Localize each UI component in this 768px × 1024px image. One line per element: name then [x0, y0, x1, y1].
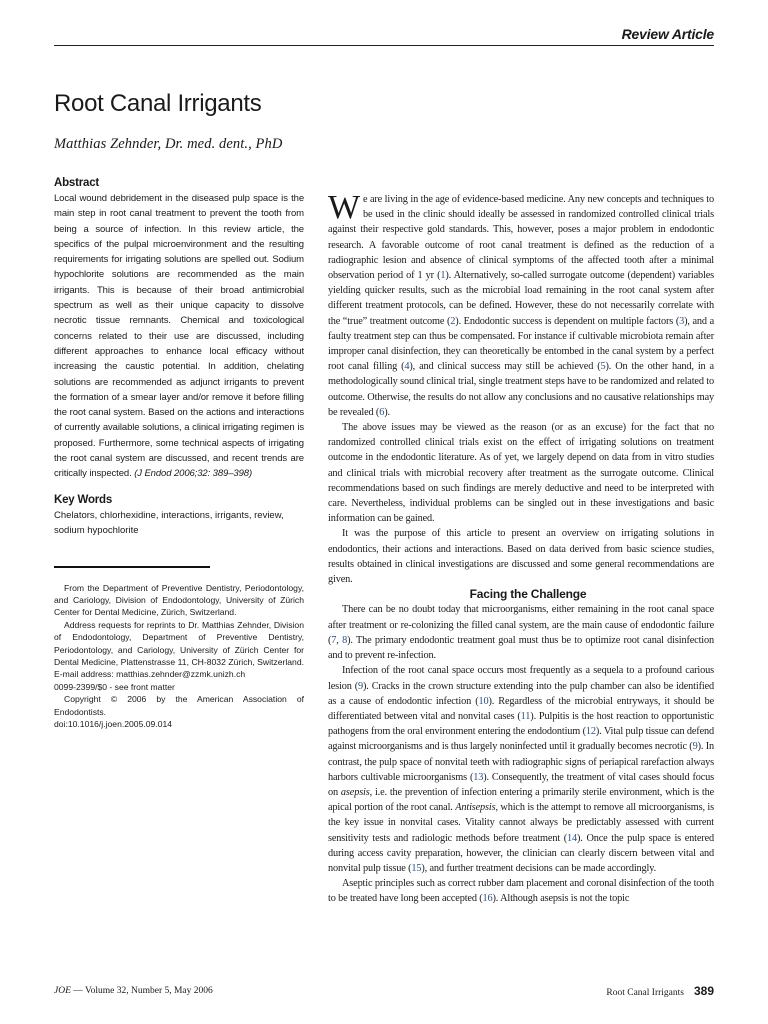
footer-journal-info — [54, 986, 213, 996]
reference-link[interactable]: 1 — [440, 270, 446, 282]
keywords-text: Chelators, chlorhexidine, interactions, irrigants, review, sodium hypochlorite — [54, 509, 284, 536]
text-run: ). Alternatively, so-called surrogate outcome (dependent) variables yielding quicker results, such as the microbial load remaining in the root canal system after different treatment protocols, can be defined. However, these do not necessarily correlate with the “true” treatment outcome ( — [328, 270, 714, 327]
text-run: ). Consequently, the treatment of vital cases should focus on — [328, 771, 714, 798]
paragraph-4 — [328, 602, 714, 663]
affiliation-address: Address requests for reprints to Dr. Matthias Zehnder, Division of Endodontology, Department of Preventive Dentistry, Periodontology, and Cariology, University of Zürich Center for Dental Medicine, Plattenstrasse 11, CH-8032 Zürich, Switzerland. E-mail address: matthias.zehnder@zzmk.unizh.ch — [54, 619, 304, 680]
text-run: , which is the attempt to remove all microorganisms, is the key issue in nonvital cases. Vitality cannot always be predictably assessed with current sensitivity tests and radiologic methods before treatment ( — [328, 802, 714, 844]
text-run: ). Vital pulp tissue can defend against microorganisms and is thus largely noninfected until it gradually becomes necrotic ( — [328, 726, 715, 753]
reference-link[interactable]: 5 — [600, 361, 606, 373]
paragraph-6 — [328, 876, 714, 906]
text-run: ), and clinical success may still be achieved ( — [409, 361, 601, 373]
text-run: Aseptic principles such as correct rubber dam placement and coronal disinfection of the tooth to be treated have long been accepted ( — [328, 878, 714, 905]
paragraph-3: It was the purpose of this article to present an overview on irrigating solutions in endodontics, their actions and interactions. Based on data derived from basic science studies, results obtained in clinical investigations are discussed and some general recommendations are given. — [328, 528, 714, 586]
reference-link[interactable]: 7 — [331, 634, 337, 646]
footer-page-info — [606, 984, 714, 998]
reference-link[interactable]: 13 — [473, 771, 484, 783]
left-column — [54, 177, 304, 731]
text-run: e are living in the age of evidence-based medicine. Any new concepts and techniques to be used in the clinic should ideally be assessed in randomized controlled clinical trials against their respective gold standards. This, however, poses a major problem in endodontic research. A favorable outcome of root canal treatment is defined as the reduction of a radiographic lesion and absence of clinical symptoms of the affected tooth after a minimal observation period of 1 yr ( — [328, 194, 714, 282]
drop-cap: W — [328, 189, 360, 226]
article-title: Root Canal Irrigants — [54, 90, 262, 117]
text-run: , — [336, 634, 343, 646]
affiliation-block — [54, 582, 304, 731]
reference-link[interactable]: 3 — [679, 315, 685, 327]
footer-journal: JOE — [54, 986, 71, 996]
text-run: ). Cracks in the crown structure extending into the pulp chamber can also be identified as a cause of endodontic infection ( — [328, 680, 715, 707]
text-run: ). — [384, 406, 390, 418]
text-run: ). Regardless of the microbial entryways, it should be differentiated between vital and nonvital cases ( — [328, 695, 714, 722]
text-run: ). Once the pulp space is entered during access cavity preparation, however, the clinician can clearly discern between vital and nonvital pulp tissue ( — [328, 832, 714, 874]
reference-link[interactable]: 9 — [692, 741, 698, 753]
text-run: ). Although asepsis is not the topic — [492, 893, 630, 905]
affiliation-issn: 0099-2399/$0 - see front matter — [54, 681, 175, 692]
emphasized-term: asepsis — [340, 786, 370, 798]
reference-link[interactable]: 15 — [411, 862, 422, 874]
reference-link[interactable]: 11 — [520, 710, 531, 722]
affiliation-copyright: Copyright © 2006 by the American Association of Endodontists. — [54, 694, 304, 717]
text-run: ). Pulpitis is the host reaction to opportunistic pathogens from the oral environment entering the endodontium ( — [328, 710, 714, 738]
abstract-text — [54, 191, 304, 482]
text-run: ), and a faulty treatment step can thus be compensated. For instance if cultivable microbiota remain after improper canal disinfection, they can theoretically be entombed in the canal system by a perfect root canal filling ( — [328, 315, 715, 373]
header-rule — [54, 45, 714, 46]
paragraph-5 — [328, 663, 714, 876]
reference-link[interactable]: 2 — [450, 315, 456, 327]
keywords-heading: Key Words — [54, 493, 113, 506]
intro-paragraph — [328, 189, 715, 420]
abstract-body: Local wound debridement in the diseased pulp space is the main step in root canal treatment to prevent the tooth from being a source of infection. In this review article, the specifics of the pulpal microenvironment and the resulting requirements for irrigating solutions are spelled out. Sodium hypochlorite solutions are recommended as the main irrigants. This is because of their broad antimicrobial spectrum as well as their unique capacity to dissolve necrotic tissue remnants. Chemical and toxicological concerns related to their use are discussed, including different approaches to enhance local efficacy without increasing the caustic potential. In addition, chelating solutions are recommended as adjunct irrigants to prevent the formation of a smear layer and/or remove it before filling the root canal system. Based on the actions and interactions of currently available solutions, a clinical irrigating regimen is proposed. Furthermore, some technical aspects of irrigating the root canal system are discussed, and recent trends are critically inspected. — [54, 193, 304, 480]
reference-link[interactable]: 14 — [567, 832, 578, 844]
reference-link[interactable]: 4 — [404, 361, 410, 373]
author-line: Matthias Zehnder, Dr. med. dent., PhD — [54, 136, 283, 152]
emphasized-term: Antisepsis — [455, 802, 496, 814]
text-run: ). Endodontic success is dependent on multiple factors ( — [455, 315, 680, 327]
section-heading-facing-the-challenge: Facing the Challenge — [469, 587, 587, 602]
text-run: There can be no doubt today that microorganisms, either remaining in the root canal space after treatment or re-colonizing the filled canal system, are the main cause of endodontic failure ( — [328, 604, 714, 646]
reference-link[interactable]: 6 — [379, 406, 385, 418]
main-column — [328, 189, 715, 907]
affiliation-doi: doi:10.1016/j.joen.2005.09.014 — [54, 719, 173, 730]
section-label: Review Article — [621, 26, 714, 42]
text-run: , i.e. the prevention of infection entering a primarily sterile environment, which is the apical portion of the root canal. — [328, 786, 715, 814]
reference-link[interactable]: 8 — [342, 634, 348, 646]
text-run: Infection of the root canal space occurs most frequently as a sequela to a profound carious lesion ( — [328, 665, 714, 692]
paragraph-2: The above issues may be viewed as the reason (or as an excuse) for the fact that no randomized controlled clinical trials exist on the effect of irrigating solutions on treatment outcome in the endodontic literature. As of yet, we largely depend on data from in vitro studies and clinical trials with microbial recovery after treatment as the surrogate outcome. Clinical recommendations based on such findings are merely deductive and need to be interpreted with care. Nevertheless, individual problems can be singled out in these investigations and basic information can be gained. — [328, 422, 714, 525]
text-run: ). In contrast, the pulp space of nonvital teeth with radiographic signs of periapical rarefaction always harbors cultivable microorganisms ( — [328, 741, 715, 783]
abstract-citation: (J Endod 2006;32: 389–398) — [134, 468, 253, 480]
text-run: ). The primary endodontic treatment goal must thus be to optimize root canal disinfection and to prevent re-infection. — [328, 634, 715, 662]
page-number: 389 — [693, 984, 714, 998]
affiliation-rule — [54, 566, 210, 568]
affiliation-from: From the Department of Preventive Dentistry, Periodontology, and Cariology, Division of Endodontology, University of Zürich Center for Dental Medicine, Zürich, Switzerland. — [54, 582, 304, 618]
text-run: ), and further treatment decisions can be made accordingly. — [421, 862, 657, 874]
reference-link[interactable]: 16 — [482, 893, 493, 905]
reference-link[interactable]: 12 — [585, 726, 596, 738]
reference-link[interactable]: 10 — [478, 695, 489, 707]
text-run: ). On the other hand, in a methodologically sound clinical trial, single treatment steps have to be randomized and related to outcome. Otherwise, the results do not allow any conclusions and no causative relationships may be revealed ( — [328, 361, 714, 418]
footer-issue: — Volume 32, Number 5, May 2006 — [70, 986, 213, 996]
abstract-heading: Abstract — [54, 177, 100, 189]
footer-running-title: Root Canal Irrigants — [606, 988, 684, 998]
reference-link[interactable]: 9 — [357, 680, 363, 692]
